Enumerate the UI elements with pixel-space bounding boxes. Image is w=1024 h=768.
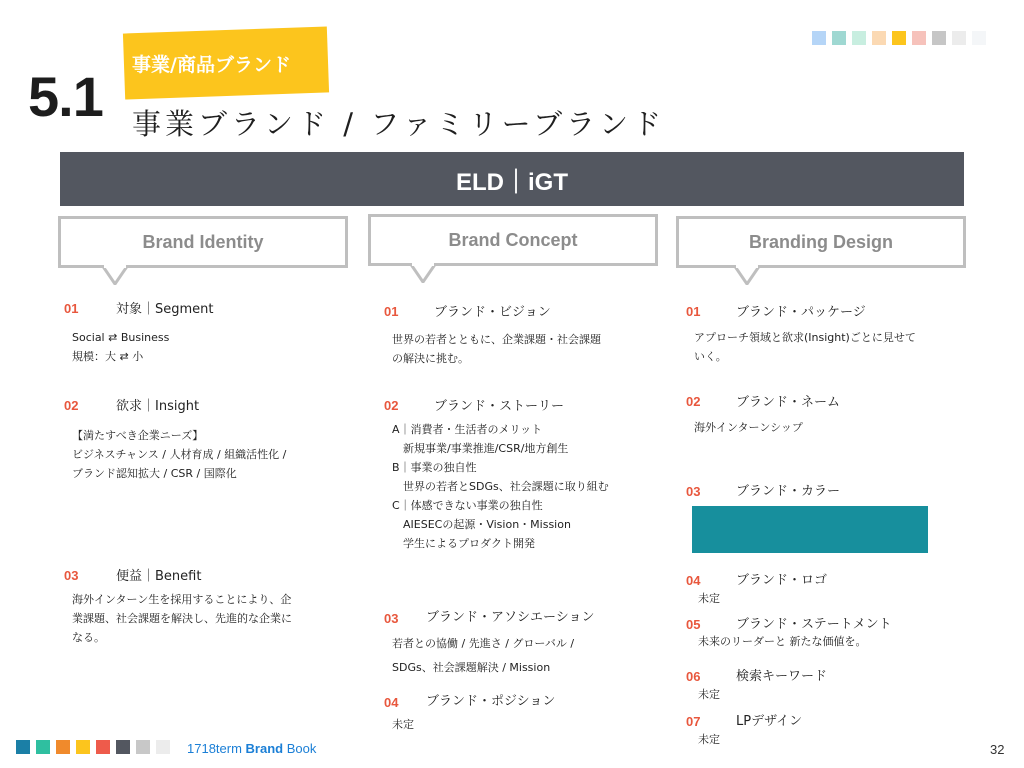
color-swatch: [812, 31, 826, 45]
body-line: 未定: [698, 733, 720, 746]
body-line: 若者との協働 / 先進さ / グローバル /: [392, 637, 575, 650]
item-title: ブランド・ステートメント: [736, 617, 892, 632]
item-number: 06: [686, 669, 701, 684]
color-swatch: [832, 31, 846, 45]
item-body: [392, 420, 609, 553]
brand-concept-label: Brand Concept: [448, 229, 578, 250]
body-line: 規模：大 ⇄ 小: [72, 350, 144, 363]
item-title: ブランド・ポジション: [426, 694, 556, 709]
page-title: 事業ブランド / ファミリーブランド: [132, 107, 666, 141]
branding-design-heading: [676, 216, 966, 268]
color-swatch: [56, 740, 70, 754]
item-number: 04: [384, 695, 399, 710]
speech-tail-icon: [410, 263, 436, 283]
body-line: 世界の若者とともに、企業課題・社会課題: [392, 333, 601, 346]
body-line: AIESECの起源・Vision・Mission: [392, 518, 571, 531]
color-swatch: [96, 740, 110, 754]
color-swatch: [36, 740, 50, 754]
item-row: [686, 481, 700, 500]
body-line: 新規事業/事業推進/CSR/地方創生: [392, 442, 569, 455]
color-swatch: [116, 740, 130, 754]
category-label: 事業/商品ブランド: [132, 54, 291, 76]
color-swatch: [852, 31, 866, 45]
item-title: ブランド・ストーリー: [434, 399, 565, 414]
footer-brand-prefix: 1718term: [187, 741, 246, 756]
footer-brand: [187, 741, 316, 756]
item-title: 対象｜Segment: [116, 302, 214, 317]
item-row: [64, 395, 78, 414]
body-line: ブランド認知拡大 / CSR / 国際化: [72, 467, 237, 480]
color-swatch: [892, 31, 906, 45]
body-line: Social ⇄ Business: [72, 331, 170, 344]
color-swatch: [136, 740, 150, 754]
item-row: [686, 666, 700, 685]
speech-tail-icon: [102, 265, 128, 285]
brand-concept-heading: [368, 214, 658, 266]
item-number: 01: [64, 301, 79, 316]
item-title: ブランド・ビジョン: [434, 305, 551, 320]
item-number: 01: [384, 304, 399, 319]
item-title: ブランド・アソシエーション: [426, 610, 595, 625]
item-body: [698, 632, 867, 651]
item-row: [384, 395, 398, 414]
item-row: [384, 301, 398, 320]
item-number: 07: [686, 714, 701, 729]
item-number: 02: [384, 398, 399, 413]
color-swatches-bottom: [16, 740, 170, 754]
body-line: 世界の若者とSDGs、社会課題に取り組む: [392, 480, 609, 493]
item-title: 検索キーワード: [736, 669, 828, 684]
body-line: SDGs、社会課題解決 / Mission: [392, 661, 551, 674]
item-number: 03: [686, 484, 701, 499]
item-number: 01: [686, 304, 701, 319]
item-body: [698, 589, 720, 608]
body-line: 未定: [698, 688, 720, 701]
color-swatch: [16, 740, 30, 754]
brand-banner: [60, 152, 964, 206]
body-line: 海外インターンシップ: [694, 421, 803, 434]
item-body: [698, 685, 720, 704]
body-line: B｜事業の独自性: [392, 461, 477, 474]
body-line: 業課題、社会課題を解決し、先進的な企業に: [72, 612, 292, 625]
item-number: 04: [686, 573, 701, 588]
body-line: アプローチ領域と欲求(Insight)ごとに見せて: [694, 331, 916, 344]
body-line: の解決に挑む。: [392, 352, 469, 365]
color-swatches-top: [812, 31, 986, 45]
item-row: [64, 565, 78, 584]
item-body: [694, 418, 803, 437]
body-line: いく。: [694, 350, 727, 363]
item-body: [72, 590, 292, 647]
body-line: なる。: [72, 631, 105, 644]
item-number: 02: [686, 394, 701, 409]
item-number: 03: [384, 611, 399, 626]
item-row: [686, 570, 700, 589]
body-line: 海外インターン生を採用することにより、企: [72, 593, 292, 606]
branding-design-label: Branding Design: [748, 231, 893, 252]
item-title: ブランド・カラー: [736, 484, 841, 499]
brand-identity-label: Brand Identity: [142, 231, 264, 252]
body-line: 【満たすべき企業ニーズ】: [72, 429, 204, 442]
item-body: [392, 632, 574, 680]
item-row: [686, 301, 700, 320]
page-number: 32: [990, 742, 1005, 757]
item-body: [392, 330, 601, 368]
footer-brand-strong: Brand: [245, 741, 284, 756]
color-swatch: [932, 31, 946, 45]
color-swatch: [972, 31, 986, 45]
speech-tail-icon: [734, 265, 760, 285]
item-body: [694, 328, 916, 366]
banner-label: ELD｜iGT: [456, 168, 568, 196]
brand-identity-heading: [58, 216, 348, 268]
brand-color-swatch: [692, 506, 928, 553]
item-body: [392, 715, 414, 734]
item-body: [72, 328, 169, 366]
body-line: A｜消費者・生活者のメリット: [392, 423, 543, 436]
body-line: 未定: [392, 718, 414, 731]
item-row: [64, 298, 78, 317]
color-swatch: [872, 31, 886, 45]
item-title: ブランド・パッケージ: [736, 305, 866, 320]
body-line: 未来のリーダーと 新たな価値を。: [698, 635, 867, 648]
item-title: ブランド・ネーム: [736, 395, 841, 410]
item-row: [686, 391, 700, 410]
body-line: C｜体感できない事業の独自性: [392, 499, 543, 512]
color-swatch: [76, 740, 90, 754]
item-title: 便益｜Benefit: [116, 569, 202, 584]
item-row: [384, 608, 398, 627]
body-line: ビジネスチャンス / 人材育成 / 組織活性化 /: [72, 448, 287, 461]
item-title: LPデザイン: [736, 714, 803, 729]
item-number: 02: [64, 398, 79, 413]
color-swatch: [952, 31, 966, 45]
item-row: [686, 711, 700, 730]
color-swatch: [912, 31, 926, 45]
footer-brand-suffix: Book: [283, 741, 317, 756]
section-number: 5.1: [28, 65, 103, 128]
body-line: 未定: [698, 592, 720, 605]
item-row: [384, 692, 398, 711]
item-title: 欲求｜Insight: [116, 399, 200, 414]
item-title: ブランド・ロゴ: [736, 573, 828, 588]
item-body: [698, 730, 720, 749]
item-body: [72, 426, 286, 483]
item-number: 05: [686, 617, 701, 632]
body-line: 学生によるプロダクト開発: [392, 537, 535, 550]
color-swatch: [156, 740, 170, 754]
item-number: 03: [64, 568, 79, 583]
item-row: [686, 614, 700, 633]
